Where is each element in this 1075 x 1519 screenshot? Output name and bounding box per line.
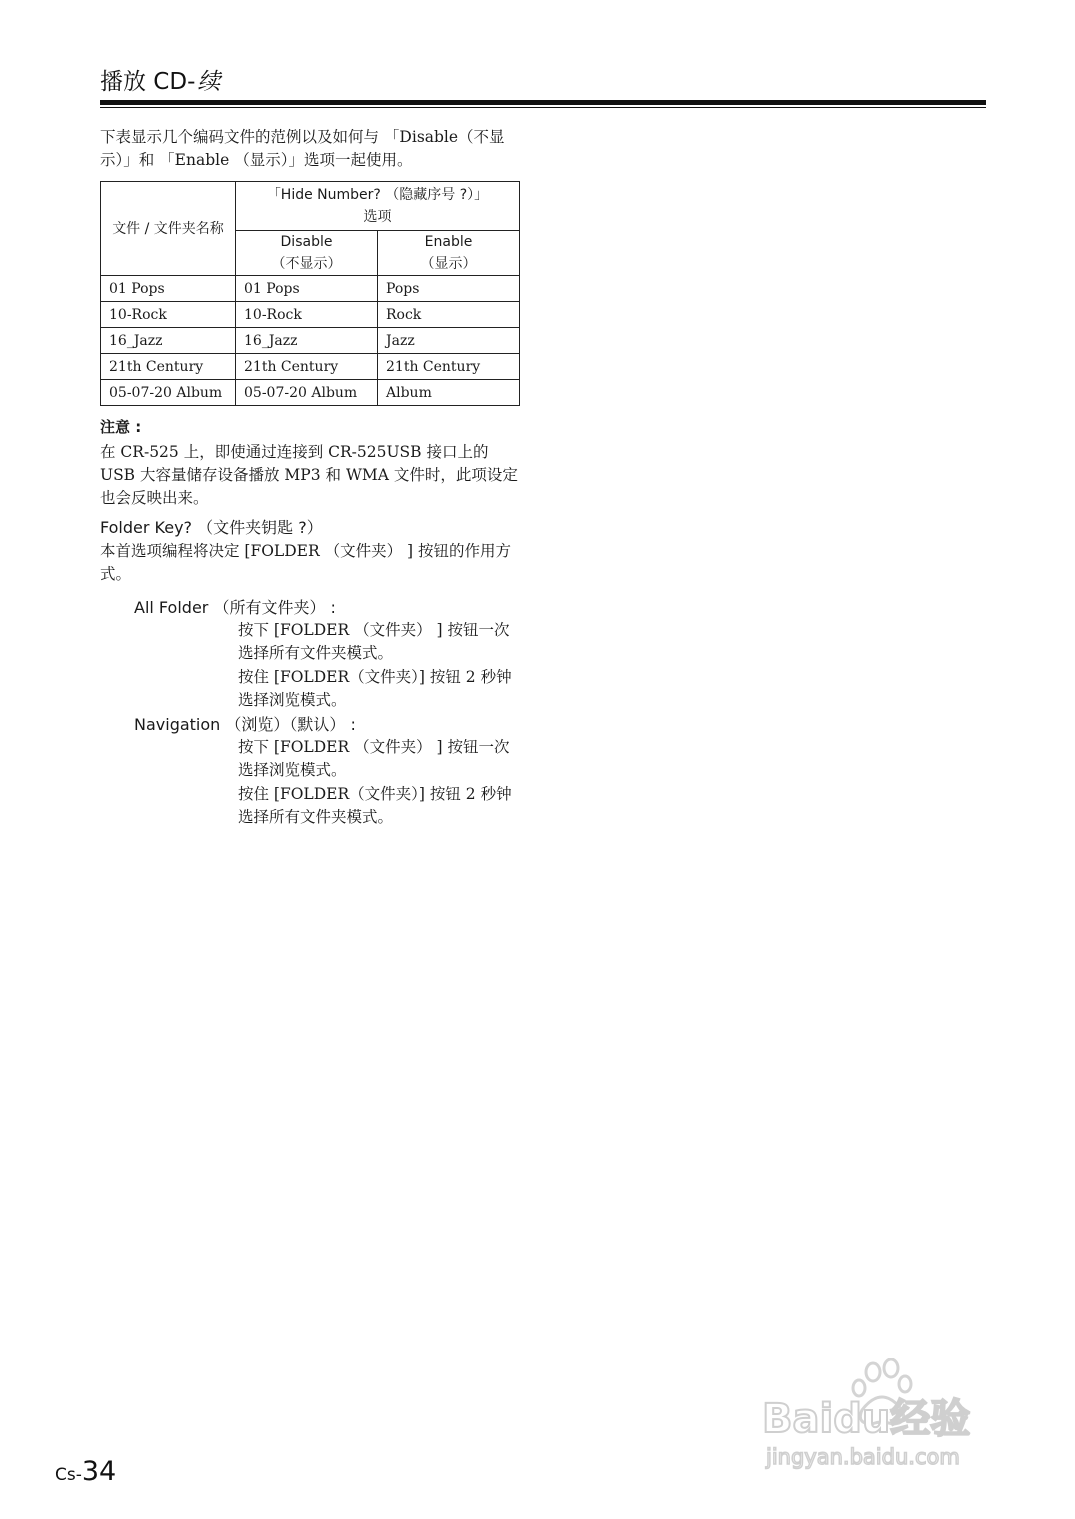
hide-number-subtitle: 选项 [363, 209, 392, 225]
baidu-jingyan-watermark [760, 1358, 1010, 1478]
table-row [101, 276, 520, 302]
note-heading: 注意 : [100, 418, 142, 436]
table-cell-enable: Album [378, 380, 520, 406]
table-cell-enable: Jazz [378, 328, 520, 354]
enable-label: Enable [424, 234, 473, 250]
table-cell-name: 01 Pops [101, 276, 236, 302]
watermark-brand: Baidu经验 [762, 1396, 971, 1442]
col-name-header: 文件 / 文件夹名称 [101, 182, 236, 276]
table-cell-disable: 01 Pops [236, 276, 378, 302]
option-text: 按下 [FOLDER （文件夹） ] 按钮一次选择浏览模式。 [238, 738, 510, 779]
table-cell-enable: Pops [378, 276, 520, 302]
option-all-folder [100, 596, 520, 712]
disable-header [236, 231, 378, 276]
table-cell-name: 16_Jazz [101, 328, 236, 354]
option-text: 按住 [FOLDER（文件夹）] 按钮 2 秒钟选择所有文件夹模式。 [238, 785, 512, 826]
disable-sub: （不显示） [271, 256, 342, 272]
hide-number-title: 「Hide Number? （隐藏序号 ?）」 [266, 187, 489, 203]
option-label: All Folder （所有文件夹） : [134, 598, 336, 617]
enable-header [378, 231, 520, 276]
page-prefix: Cs- [55, 1465, 82, 1485]
folder-key-description: 本首选项编程将决定 [FOLDER （文件夹） ] 按钮的作用方式。 [100, 542, 511, 583]
page-number [55, 1456, 116, 1487]
page-title-continued: 续 [197, 69, 221, 95]
option-text: 按下 [FOLDER （文件夹） ] 按钮一次选择所有文件夹模式。 [238, 621, 510, 662]
watermark-url: jingyan.baidu.com [766, 1445, 960, 1469]
table-cell-name: 05-07-20 Album [101, 380, 236, 406]
option-navigation [100, 713, 520, 829]
option-text: 按住 [FOLDER（文件夹）] 按钮 2 秒钟选择浏览模式。 [238, 668, 512, 709]
page-title-text: 播放 CD- [100, 69, 196, 95]
table-cell-disable: 05-07-20 Album [236, 380, 378, 406]
intro-paragraph: 下表显示几个编码文件的范例以及如何与 「Disable（不显示）」和 「Enable （显示）」选项一起使用。 [100, 128, 505, 169]
table-cell-name: 21th Century [101, 354, 236, 380]
table-cell-enable: 21th Century [378, 354, 520, 380]
main-column [100, 126, 520, 830]
hide-number-header [236, 182, 520, 231]
disable-label: Disable [280, 234, 333, 250]
page-number-value: 34 [81, 1456, 117, 1487]
page-title [100, 66, 220, 98]
table-cell-disable: 10-Rock [236, 302, 378, 328]
option-label: Navigation （浏览）（默认） : [134, 715, 356, 734]
example-table [100, 181, 520, 406]
table-row [101, 302, 520, 328]
header-rule-thick [100, 100, 986, 105]
table-cell-disable: 16_Jazz [236, 328, 378, 354]
folder-key-heading: Folder Key? （文件夹钥匙 ?） [100, 518, 323, 537]
table-cell-disable: 21th Century [236, 354, 378, 380]
table-row [101, 354, 520, 380]
table-cell-name: 10-Rock [101, 302, 236, 328]
table-cell-enable: Rock [378, 302, 520, 328]
table-row [101, 328, 520, 354]
header-rule-thin [100, 107, 986, 108]
note-body: 在 CR-525 上，即使通过连接到 CR-525USB 接口上的 USB 大容量储存设备播放 MP3 和 WMA 文件时，此项设定也会反映出来。 [100, 443, 518, 507]
table-row [101, 380, 520, 406]
enable-sub: （显示） [420, 256, 477, 272]
